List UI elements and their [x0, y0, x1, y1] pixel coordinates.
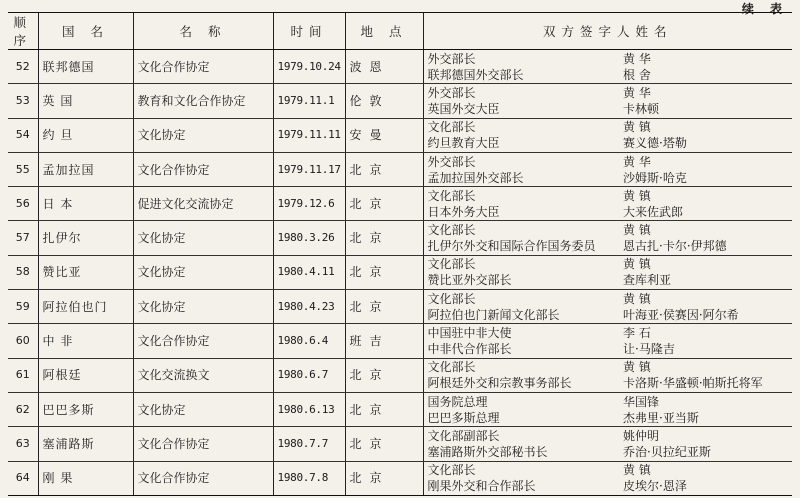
signatories-cell	[423, 118, 792, 152]
signing-place: 北京	[345, 152, 423, 186]
signatory-name: 叶海亚·侯赛因·阿尔希	[623, 307, 739, 322]
signatory-name: 赛义德·塔勒	[623, 136, 687, 151]
signing-date: 1980.7.7	[273, 427, 345, 461]
signatory-role: 中国驻中非大使	[427, 326, 512, 341]
table-row	[8, 118, 792, 152]
signatory-line	[428, 170, 789, 186]
row-number: 60	[8, 324, 38, 358]
signatory-line	[428, 375, 789, 391]
agreement-title: 文化合作协定	[133, 461, 273, 495]
signing-place: 北京	[345, 187, 423, 221]
signatory-role: 文化部长	[427, 223, 476, 238]
country-name: 赞比亚	[38, 255, 133, 289]
row-number: 52	[8, 50, 38, 84]
row-number: 54	[8, 118, 38, 152]
country-name: 阿根廷	[38, 358, 133, 392]
signatory-name: 黄 镇	[623, 223, 651, 238]
signing-date: 1980.4.11	[273, 255, 345, 289]
signing-date: 1979.10.24	[273, 50, 345, 84]
signatories-cell	[423, 324, 792, 358]
signatory-line	[428, 154, 789, 170]
signatory-role: 日本外务大臣	[427, 204, 500, 219]
agreement-title: 文化协定	[133, 221, 273, 255]
signatory-role: 外交部长	[427, 85, 476, 100]
agreement-title: 文化交流换文	[133, 358, 273, 392]
header-title: 名 称	[133, 13, 273, 50]
signatory-name: 杰弗里·亚当斯	[623, 410, 699, 425]
table-row	[8, 461, 792, 495]
signatory-role: 阿根廷外交和宗教事务部长	[427, 376, 572, 391]
signatory-line	[428, 291, 789, 307]
header-no: 顺序	[8, 13, 38, 50]
signatory-line	[428, 204, 789, 220]
signatory-line	[428, 67, 789, 83]
row-number: 58	[8, 255, 38, 289]
signing-date: 1980.3.26	[273, 221, 345, 255]
signatory-role: 外交部长	[427, 154, 476, 169]
header-country: 国 名	[38, 13, 133, 50]
table-row	[8, 324, 792, 358]
table-row	[8, 221, 792, 255]
signatories-cell	[423, 221, 792, 255]
signing-date: 1980.6.4	[273, 324, 345, 358]
signatory-name: 皮埃尔·恩泽	[623, 479, 687, 494]
agreement-title: 文化协定	[133, 255, 273, 289]
country-name: 阿拉伯也门	[38, 290, 133, 324]
signatory-name: 黄 镇	[623, 291, 651, 306]
signatory-role: 孟加拉国外交部长	[427, 170, 524, 185]
signing-place: 北京	[345, 358, 423, 392]
signatory-name: 黄 华	[623, 85, 651, 100]
row-number: 59	[8, 290, 38, 324]
table-row	[8, 255, 792, 289]
country-name: 塞浦路斯	[38, 427, 133, 461]
table-row	[8, 290, 792, 324]
signatories-cell	[423, 290, 792, 324]
signatory-name: 乔治·贝拉纪亚斯	[623, 444, 711, 459]
signing-place: 安曼	[345, 118, 423, 152]
signatory-line	[428, 394, 789, 410]
signing-place: 波恩	[345, 50, 423, 84]
header-place: 地 点	[345, 13, 423, 50]
table-row	[8, 392, 792, 426]
signatory-name: 卡林顿	[623, 101, 660, 116]
header-date: 时间	[273, 13, 345, 50]
agreement-title: 文化合作协定	[133, 427, 273, 461]
signatory-line	[428, 444, 789, 460]
signatory-role: 文化部长	[427, 120, 476, 135]
row-number: 53	[8, 84, 38, 118]
row-number: 64	[8, 461, 38, 495]
signatory-line	[428, 462, 789, 478]
signatory-name: 黄 华	[623, 154, 651, 169]
table-row	[8, 427, 792, 461]
signatory-name: 黄 镇	[623, 120, 651, 135]
signing-date: 1980.6.13	[273, 392, 345, 426]
signatory-role: 文化部长	[427, 257, 476, 272]
header-row	[8, 13, 792, 50]
signatory-role: 文化部长	[427, 463, 476, 478]
signatory-name: 查库利亚	[623, 273, 672, 288]
signatory-role: 阿拉伯也门新闻文化部长	[427, 307, 560, 322]
signing-date: 1979.11.11	[273, 118, 345, 152]
country-name: 日 本	[38, 187, 133, 221]
signatory-line	[428, 135, 789, 151]
country-name: 中 非	[38, 324, 133, 358]
signatory-name: 卡洛斯·华盛顿·帕斯托将军	[623, 376, 763, 391]
row-number: 55	[8, 152, 38, 186]
signatory-line	[428, 101, 789, 117]
signing-place: 伦敦	[345, 84, 423, 118]
signing-date: 1979.11.1	[273, 84, 345, 118]
signatory-role: 中非代合作部长	[427, 342, 512, 357]
signatory-role: 塞浦路斯外交部秘书长	[427, 444, 548, 459]
signatory-role: 文化部长	[427, 188, 476, 203]
country-name: 联邦德国	[38, 50, 133, 84]
signing-place: 北京	[345, 221, 423, 255]
signatory-role: 文化部副部长	[427, 428, 500, 443]
signatory-line	[428, 238, 789, 254]
signatory-role: 文化部长	[427, 360, 476, 375]
signatory-name: 华国锋	[623, 394, 660, 409]
signatory-role: 外交部长	[427, 51, 476, 66]
signatory-line	[428, 85, 789, 101]
treaty-table	[8, 12, 792, 496]
country-name: 约 旦	[38, 118, 133, 152]
continued-label: 续 表	[741, 2, 788, 16]
country-name: 刚 果	[38, 461, 133, 495]
signatories-cell	[423, 187, 792, 221]
signatories-cell	[423, 427, 792, 461]
signing-date: 1979.11.17	[273, 152, 345, 186]
agreement-title: 文化协定	[133, 290, 273, 324]
signatory-name: 大来佐武郎	[623, 204, 684, 219]
agreement-title: 文化合作协定	[133, 324, 273, 358]
signatory-role: 联邦德国外交部长	[427, 67, 524, 82]
signatories-cell	[423, 255, 792, 289]
agreement-title: 文化合作协定	[133, 152, 273, 186]
signing-place: 北京	[345, 427, 423, 461]
signing-place: 北京	[345, 461, 423, 495]
signing-place: 班吉	[345, 324, 423, 358]
signatories-cell	[423, 461, 792, 495]
table-row	[8, 50, 792, 84]
signatory-line	[428, 428, 789, 444]
signing-place: 北京	[345, 255, 423, 289]
agreement-title: 文化合作协定	[133, 50, 273, 84]
signatory-name: 根 舍	[623, 67, 651, 82]
signatory-name: 黄 镇	[623, 463, 651, 478]
country-name: 扎伊尔	[38, 221, 133, 255]
country-name: 英 国	[38, 84, 133, 118]
signatory-name: 李 石	[623, 326, 651, 341]
signatory-line	[428, 272, 789, 288]
signatory-line	[428, 51, 789, 67]
table-row	[8, 358, 792, 392]
signatories-cell	[423, 358, 792, 392]
signatories-cell	[423, 152, 792, 186]
signatory-line	[428, 410, 789, 426]
signing-place: 北京	[345, 392, 423, 426]
signatory-name: 黄 镇	[623, 257, 651, 272]
signatory-line	[428, 478, 789, 494]
signatory-name: 沙姆斯·哈克	[623, 170, 687, 185]
signatory-name: 让·马隆吉	[623, 342, 675, 357]
signatory-role: 赞比亚外交部长	[427, 273, 512, 288]
signatory-role: 扎伊尔外交和国际合作国务委员	[427, 239, 596, 254]
agreement-title: 教育和文化合作协定	[133, 84, 273, 118]
signatory-name: 黄 华	[623, 51, 651, 66]
signatory-role: 国务院总理	[427, 394, 488, 409]
country-name: 孟加拉国	[38, 152, 133, 186]
row-number: 62	[8, 392, 38, 426]
signatory-line	[428, 119, 789, 135]
signatories-cell	[423, 84, 792, 118]
signatory-line	[428, 359, 789, 375]
signatory-role: 文化部长	[427, 291, 476, 306]
signatory-role: 刚果外交和合作部长	[427, 479, 536, 494]
row-number: 57	[8, 221, 38, 255]
signatory-line	[428, 341, 789, 357]
signatory-role: 约旦教育大臣	[427, 136, 500, 151]
country-name: 巴巴多斯	[38, 392, 133, 426]
signatory-line	[428, 222, 789, 238]
signatory-line	[428, 188, 789, 204]
agreement-title: 促进文化交流协定	[133, 187, 273, 221]
table-row	[8, 84, 792, 118]
signing-date: 1980.4.23	[273, 290, 345, 324]
signatory-name: 黄 镇	[623, 188, 651, 203]
row-number: 56	[8, 187, 38, 221]
row-number: 63	[8, 427, 38, 461]
signatories-cell	[423, 392, 792, 426]
signing-place: 北京	[345, 290, 423, 324]
signatory-role: 巴巴多斯总理	[427, 410, 500, 425]
signatory-role: 英国外交大臣	[427, 101, 500, 116]
signatory-line	[428, 256, 789, 272]
table-row	[8, 152, 792, 186]
signing-date: 1979.12.6	[273, 187, 345, 221]
signatories-cell	[423, 50, 792, 84]
header-signatories: 双方签字人姓名	[423, 13, 792, 50]
signatory-line	[428, 307, 789, 323]
signing-date: 1980.7.8	[273, 461, 345, 495]
signatory-name: 黄 镇	[623, 360, 651, 375]
signatory-line	[428, 325, 789, 341]
agreement-title: 文化协定	[133, 118, 273, 152]
signatory-name: 恩古扎·卡尔·伊邦德	[623, 239, 727, 254]
row-number: 61	[8, 358, 38, 392]
signatory-name: 姚仲明	[623, 428, 660, 443]
signing-date: 1980.6.7	[273, 358, 345, 392]
table-row	[8, 187, 792, 221]
agreement-title: 文化协定	[133, 392, 273, 426]
